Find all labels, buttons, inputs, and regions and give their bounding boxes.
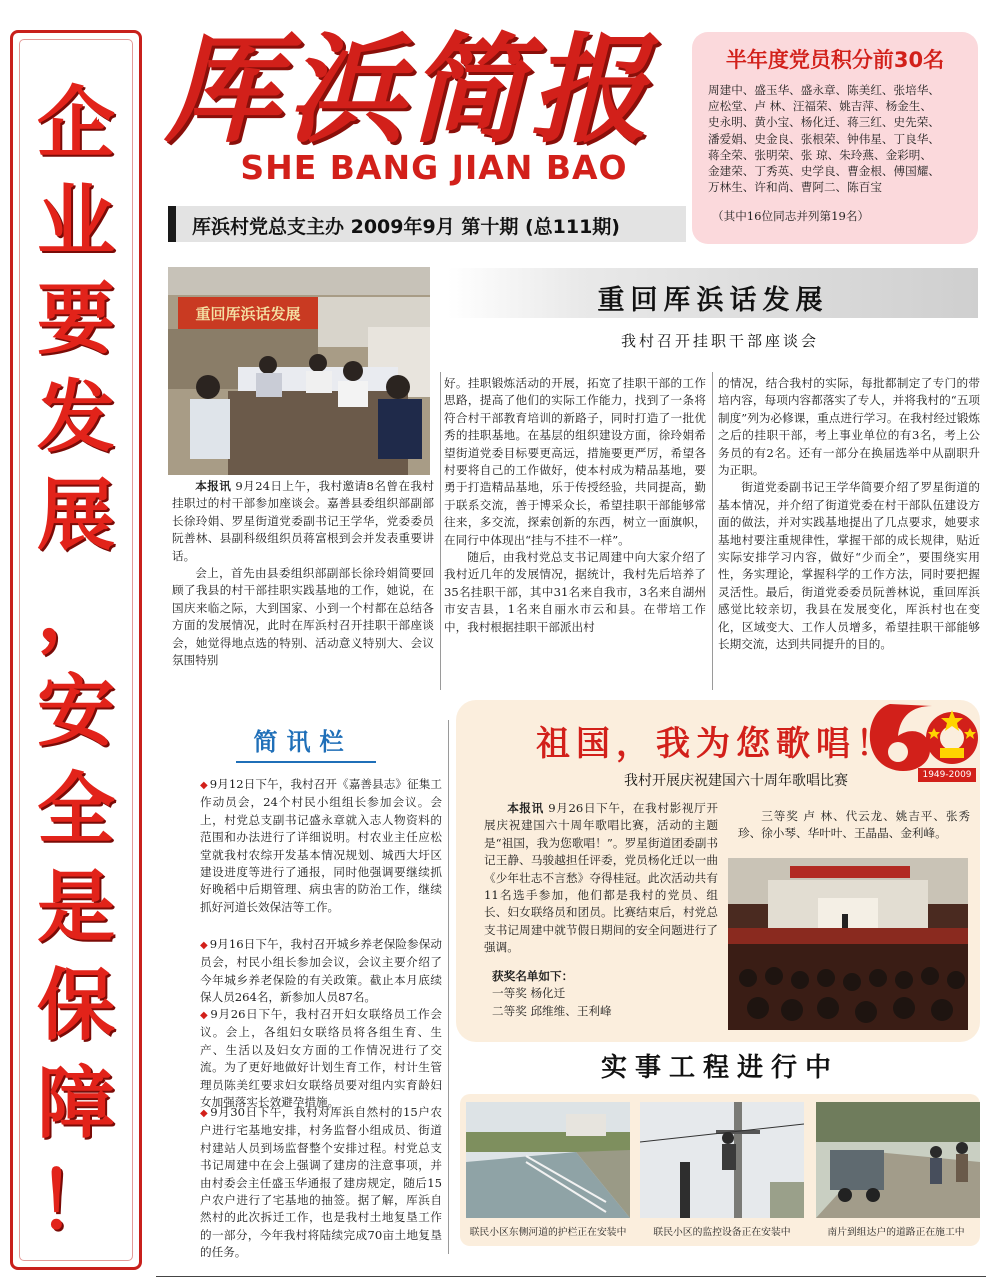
meeting-photo [168,267,430,475]
project-caption: 联民小区的监控设备正在安装中 [653,1227,791,1238]
song-contest-title: 祖国，我为您歌唱！ [536,724,896,764]
road-photo-image [816,1102,980,1218]
lead-paragraph: 街道党委副书记王学华简要介绍了罗星街道的基本情况，并介绍了街道党委在村干部队伍建设方面的做法，并对实践基地提出了几点要求，她要求基地村要注重规律性，掌握干部的成长规律，贴近实际安排学习内容，做好“少而全”，要围绕实用性，务实理论，掌握科学的工作方法，同时要把握灵活性。最后，街道党委委员阮善林说，重回厍浜感觉比较亲切，我县在发展变化，厍浜村也在变化，区域变大、工作人员增多，希望挂职干部能够长期交流，达到共同提升的目的。 [718,480,980,652]
slogan-char: 是 [36,862,115,953]
award-list [492,968,612,1020]
points-names: 周建中、盛玉华、盛永章、陈美红、张培华、 应松堂、卢 林、汪福荣、姚吉萍、杨金生、 史永明、黄小宝、杨化迁、蒋三红、史先荣、 潘爱娟、史金良、张根荣、钟伟星、丁良华、 蒋全荣、张明荣、张 琼、朱玲燕、金彩明、 金建荣、丁秀英、史学良、曹金根、傅国耀、 万林生、许和尚、曹阿二、陈百宝 [708,83,940,195]
brief-item: ◆ 9月30日下午，我村对厍浜自然村的15户农户进行宅基地安排，村务监督小组成员、街道村建站人员到场监督整个安排过程。村党总支书记周建中在会上强调了建房的注意事项，并由村委会主任盛玉华通报了建房规定，随后15户农户进行了宅基地的抽签。据了解，厍浜自然村的此次拆迁工作，也是我村土地复垦工作的一部分，今年我村将陆续完成70亩土地复垦的任务。 [200,1105,442,1260]
project-photo-road [816,1102,980,1218]
lead-paragraph: 9月24日上午，我村邀请8名曾在我村挂职过的村干部参加座谈会。嘉善县委组织部副部长徐玲娟、罗星街道党委副书记王学华，党委委员阮善林、县副科级组织员蒋富根到会并发表重要讲话。 [172,479,434,563]
project-photo-railing [466,1102,630,1218]
meeting-photo-image [168,267,430,475]
slogan-char: 展 [36,470,115,561]
diamond-bullet-icon: ◆ [200,1108,209,1119]
monitoring-photo-image [640,1102,804,1218]
slogan-char: 保 [36,960,115,1051]
slogan-char: 全 [36,764,115,855]
points-title: 半年度党员积分前30名 [725,48,945,72]
news-tag: 本报讯 [195,479,232,493]
brief-item: ◆ 9月26日下午，我村召开妇女联络员工作会议。会上，各组妇女联络员将各组生育、生产、生活以及妇女方面的工作情况进行了交流。为了更好地做好计划生育工作，村计生管理员陈美红要求妇女联络员要对组内实育龄妇女加强落实长效避孕措施。 [200,1007,442,1110]
brief-item: ◆ 9月12日下午，我村召开《嘉善县志》征集工作动员会，24个村民小组组长参加会议。会上，村党总支副书记盛永章就入志人物资料的范围和办法进行了详细说明。村农业主任应松堂就我村农综开发基本情况规划、城西大圩区建设进度等进行了通报，同时他强调要继续抓好晚稻中后期管理、病虫害的防治工作，继续抓好河道长效保洁等工作。 [200,777,442,914]
diamond-bullet-icon: ◆ [200,1010,209,1021]
lead-paragraph: 的情况，结合我村的实际，每批都制定了专门的带培内容，每项内容都落实了专人，并将我村的“五项制度”列为必修课，重点进行学习。在我村经过锻炼之后的挂职干部，考上事业单位的有3名，考上公务员的有2名。还有一部分在换届选举中从副职升为正职。 [718,376,980,478]
slogan-char: 障 [36,1058,115,1149]
column-divider [440,372,441,690]
lead-headline: 重回厍浜话发展 [597,285,829,316]
projects-title: 实事工程进行中 [600,1053,839,1083]
slogan-char: 业 [36,176,115,267]
slogan-char: 企 [36,78,115,169]
third-prize-list: 三等奖 卢 林、代云龙、姚吉平、张秀珍、徐小琴、华叶叶、王晶晶、金利峰。 [738,809,970,841]
column-divider [448,720,449,1254]
project-caption: 联民小区东侧河道的护栏正在安装中 [469,1227,627,1238]
slogan-char: ！ [36,1156,115,1247]
brief-item: ◆ 9月16日下午，我村召开城乡养老保险参保动员会，村民小组长参加会议，会议主要介绍了今年城乡养老保险的有关政策。截止本月底续保人员264名，新参加人员87名。 [200,937,442,1005]
singing-contest-image [728,858,968,1030]
project-caption: 南片到组达户的道路正在施工中 [827,1227,965,1238]
briefs-title: 简讯栏 [253,728,353,756]
slogan-char: 发 [36,372,115,463]
awards-label: 获奖名单如下： [492,969,574,983]
briefs-title-rule [236,761,376,763]
issue-info: 厍浜村党总支主办 2009年9月 第十期 (总111期) [192,216,620,238]
masthead-pinyin: SHE BANG JIAN BAO [240,148,628,187]
slogan-char: ， [36,566,115,657]
points-note: （其中16位同志并列第19名） [712,209,870,223]
column-divider [712,372,713,690]
project-photo-monitoring [640,1102,804,1218]
singing-contest-photo [728,858,968,1030]
news-tag: 本报讯 [507,801,544,815]
lead-column-3 [718,375,980,654]
song-contest-subtitle: 我村开展庆祝建国六十周年歌唱比赛 [624,773,848,789]
lead-column-2 [444,375,706,636]
photo-banner-text: 重回厍浜话发展 [195,305,301,323]
lead-paragraph: 会上，首先由县委组织部副部长徐玲娟简要回顾了我县的村干部挂职实践基地的工作，她说，在国庆来临之际，大到国家、小到一个村都在总结各方面的发展情况，此时在厍浜村召开挂职干部座谈会，她觉得地点选的特别、活动意义特别大、会议氛围特别 [172,566,434,668]
lead-paragraph: 随后，由我村党总支书记周建中向大家介绍了我村近几年的发展情况，据统计，我村先后培养了35名挂职干部，其中31名来自我市，3名来自湖州市安吉县，1名来自丽水市云和县。在带培工作中，我村根据挂职干部派出村 [444,550,706,634]
masthead-title: 厍浜简报 [164,20,653,159]
diamond-bullet-icon: ◆ [200,940,208,951]
lead-subheadline: 我村召开挂职干部座谈会 [620,332,819,350]
second-prize: 二等奖 邱维维、王利峰 [492,1003,612,1018]
slogan-banner [10,30,142,1270]
song-contest-report: 本报讯 9月26日下午，在我村影视厅开展庆祝建国六十周年歌唱比赛，活动的主题是“祖国，我为您歌唱！”。罗星街道团委副书记王静、马骏越担任评委，党员杨化迁以一曲《少年壮志不言愁》夺得桂冠。此次活动共有11名选手参加，他们都是我村的党员、组长、妇女联络员和团员。比赛结束后，村党总支书记周建中就节假日期间的安全问题进行了强调。 [484,801,718,955]
lead-paragraph: 好。挂职锻炼活动的开展，拓宽了挂职干部的工作思路，提高了他们的实际工作能力，找到了一条将符合村干部教育培训的新路子，同时打造了一批优秀的挂职基地。在基层的组织建设方面，徐玲娟希望街道党委目标要更高远，措施要更严厉，希望各村要将自己的工作做好，使本村成为精品基地，要勇于打造精品基地，乐于传授经验，共同提高，勤于联系交流，善于博采众长，希望挂职干部能够常往来，多交流，探索创新的东西，树立一面旗帜，在同行中体现出“挂与不挂不一样”。 [444,376,706,547]
slogan-char: 要 [36,274,115,365]
bottom-rule [156,1276,986,1277]
slogan-char: 安 [36,666,115,757]
lead-column-1 [172,478,434,669]
anniversary-years: 1949-2009 [918,768,976,782]
railing-photo-image [466,1102,630,1218]
diamond-bullet-icon: ◆ [200,780,208,791]
first-prize: 一等奖 杨化迁 [492,986,566,1001]
